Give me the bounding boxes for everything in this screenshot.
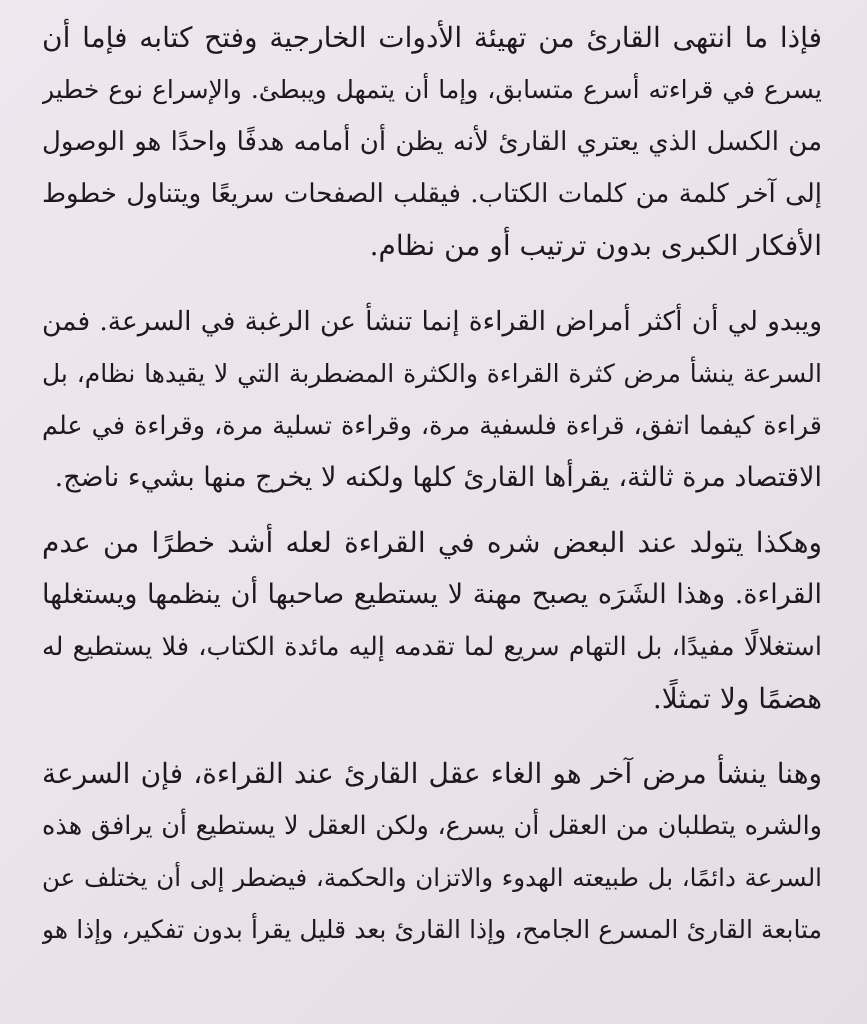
text-line: متابعة القارئ المسرع الجامح، وإذا القارئ بعد قليل يقرأ بدون تفكير، وإذا هو [42,915,822,944]
text-line: من الكسل الذي يعتري القارئ لأنه يظن أن أمامه هدفًا واحدًا هو الوصول [42,127,822,157]
text-line: السرعة دائمًا، بل طبيعته الهدوء والاتزان والحكمة، فيضطر إلى أن يختلف عن [42,863,822,892]
paragraph-4 [42,748,822,956]
text-line: استغلالًا مفيدًا، بل التهام سريع لما تقدمه إليه مائدة الكتاب، فلا يستطيع له [42,632,822,662]
text-line: وهنا ينشأ مرض آخر هو الغاء عقل القارئ عند القراءة، فإن السرعة [42,757,822,790]
text-line: إلى آخر كلمة من كلمات الكتاب. فيقلب الصفحات سريعًا ويتناول خطوط [42,179,822,209]
text-line: الاقتصاد مرة ثالثة، يقرأها القارئ كلها ولكنه لا يخرج منها بشيء ناضج. [54,462,822,493]
text-line: فإذا ما انتهى القارئ من تهيئة الأدوات الخارجية وفتح كتابه فإما أن [42,21,822,54]
text-line: هضمًا ولا تمثلًا. [652,682,822,715]
text-line: وهكذا يتولد عند البعض شره في القراءة لعله أشد خطرًا من عدم [42,526,822,559]
paragraph-3 [42,517,822,725]
text-line: ويبدو لي أن أكثر أمراض القراءة إنما تنشأ عن الرغبة في السرعة. فمن [42,306,822,337]
paragraph-2 [42,296,822,504]
text-line: الأفكار الكبرى بدون ترتيب أو من نظام. [369,229,822,262]
text-line: والشره يتطلبان من العقل أن يسرع، ولكن العقل لا يستطيع أن يرافق هذه [42,811,822,841]
paragraph-1 [42,12,822,272]
text-line: قراءة كيفما اتفق، قراءة فلسفية مرة، وقراءة تسلية مرة، وقراءة في علم [42,411,822,441]
text-line: السرعة ينشأ مرض كثرة القراءة والكثرة المضطربة التي لا يقيدها نظام، بل [42,359,822,388]
text-line: القراءة. وهذا الشَرَه يصبح مهنة لا يستطيع صاحبها أن ينظمها ويستغلها [42,579,822,610]
text-line: يسرع في قراءته أسرع متسابق، وإما أن يتمهل ويبطئ. والإسراع نوع خطير [42,75,822,104]
